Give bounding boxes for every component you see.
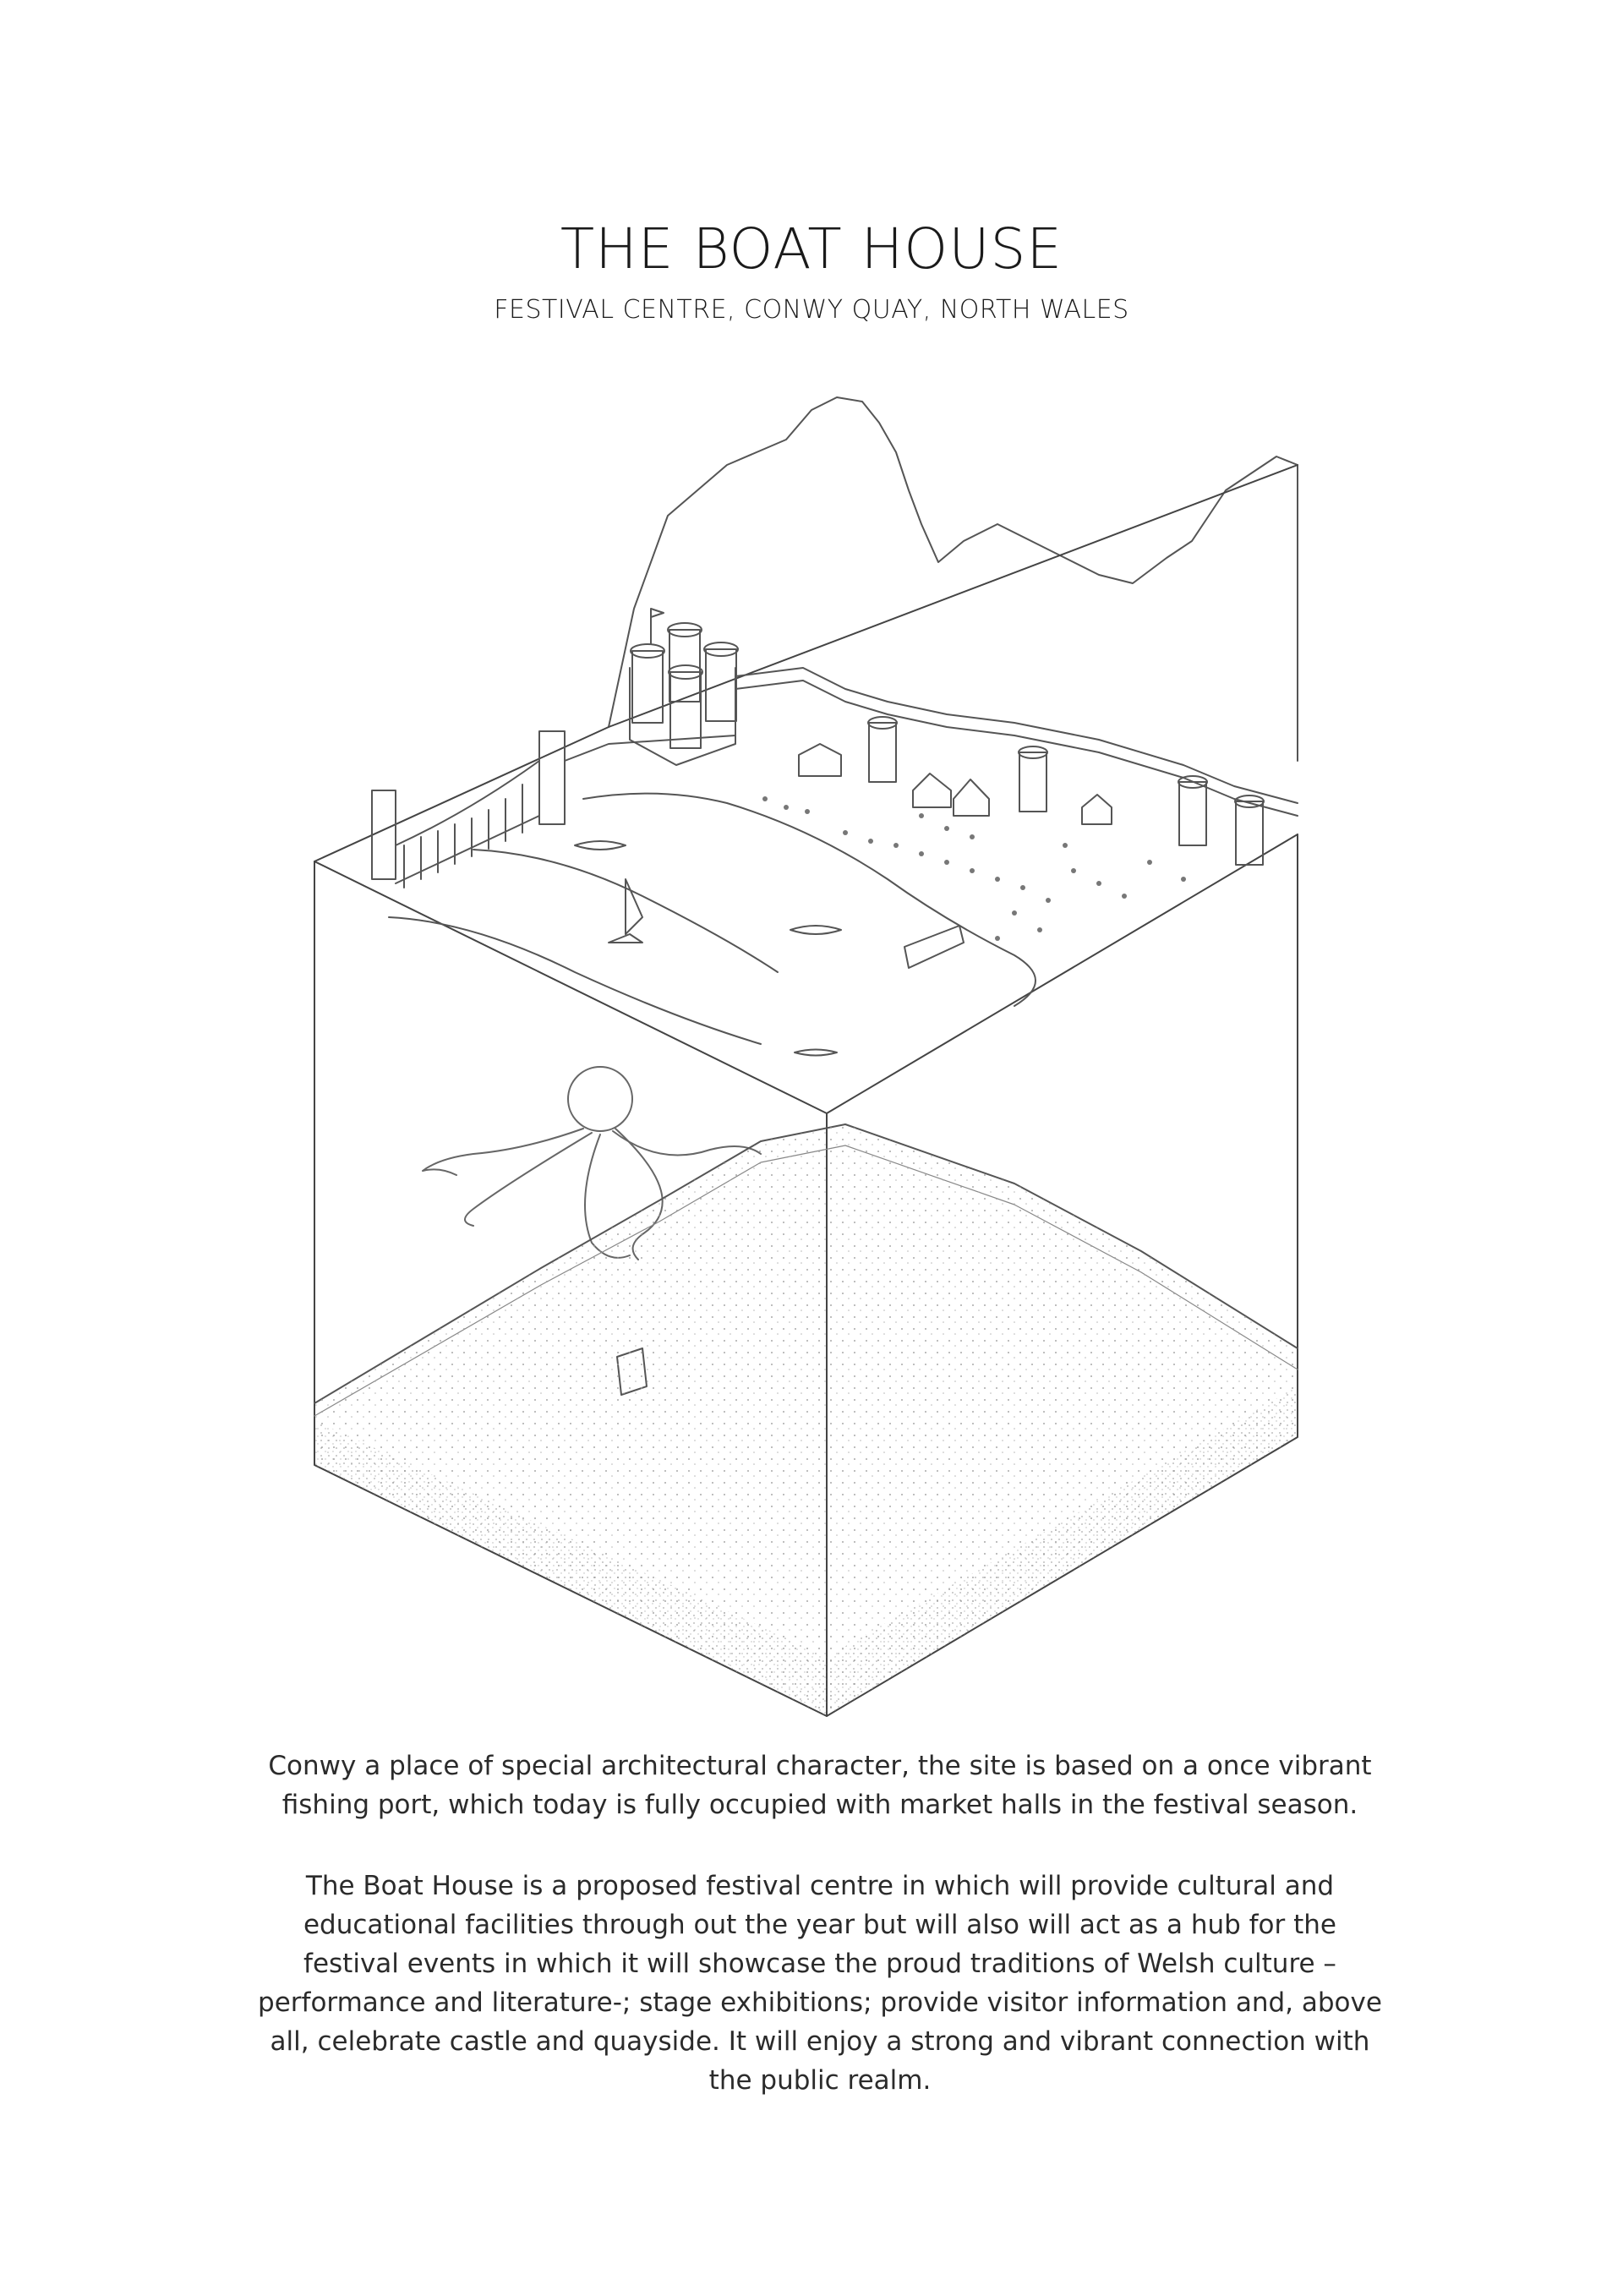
seabed-sand <box>314 1124 1298 1716</box>
river-boats <box>575 841 964 1056</box>
town-walls <box>735 668 1298 865</box>
market-tents <box>799 744 1112 824</box>
mountain-range <box>609 397 1298 761</box>
page-subtitle: FESTIVAL CENTRE, CONWY QUAY, NORTH WALES <box>494 295 1129 325</box>
description-paragraph-1: Conwy a place of special architectural character, the site is based on a once vibrant fishing port, which today is fully occupied with market halls in the festival season. <box>268 1751 1372 1820</box>
festival-crowd <box>762 796 1186 941</box>
page-title: THE BOAT HOUSE <box>560 216 1063 282</box>
river-banks <box>389 794 1036 1044</box>
description-paragraph-2: The Boat House is a proposed festival centre in which will provide cultural and educational facilities through out the year but will also will act as a hub for the festival events in which it will showcase the proud traditions of Welsh culture –performance and literature-; stage exhibitions; provide visitor information and, above all, celebrate castle and quayside. It will enjoy a strong and vibrant connection with the public realm. <box>258 1871 1382 2096</box>
